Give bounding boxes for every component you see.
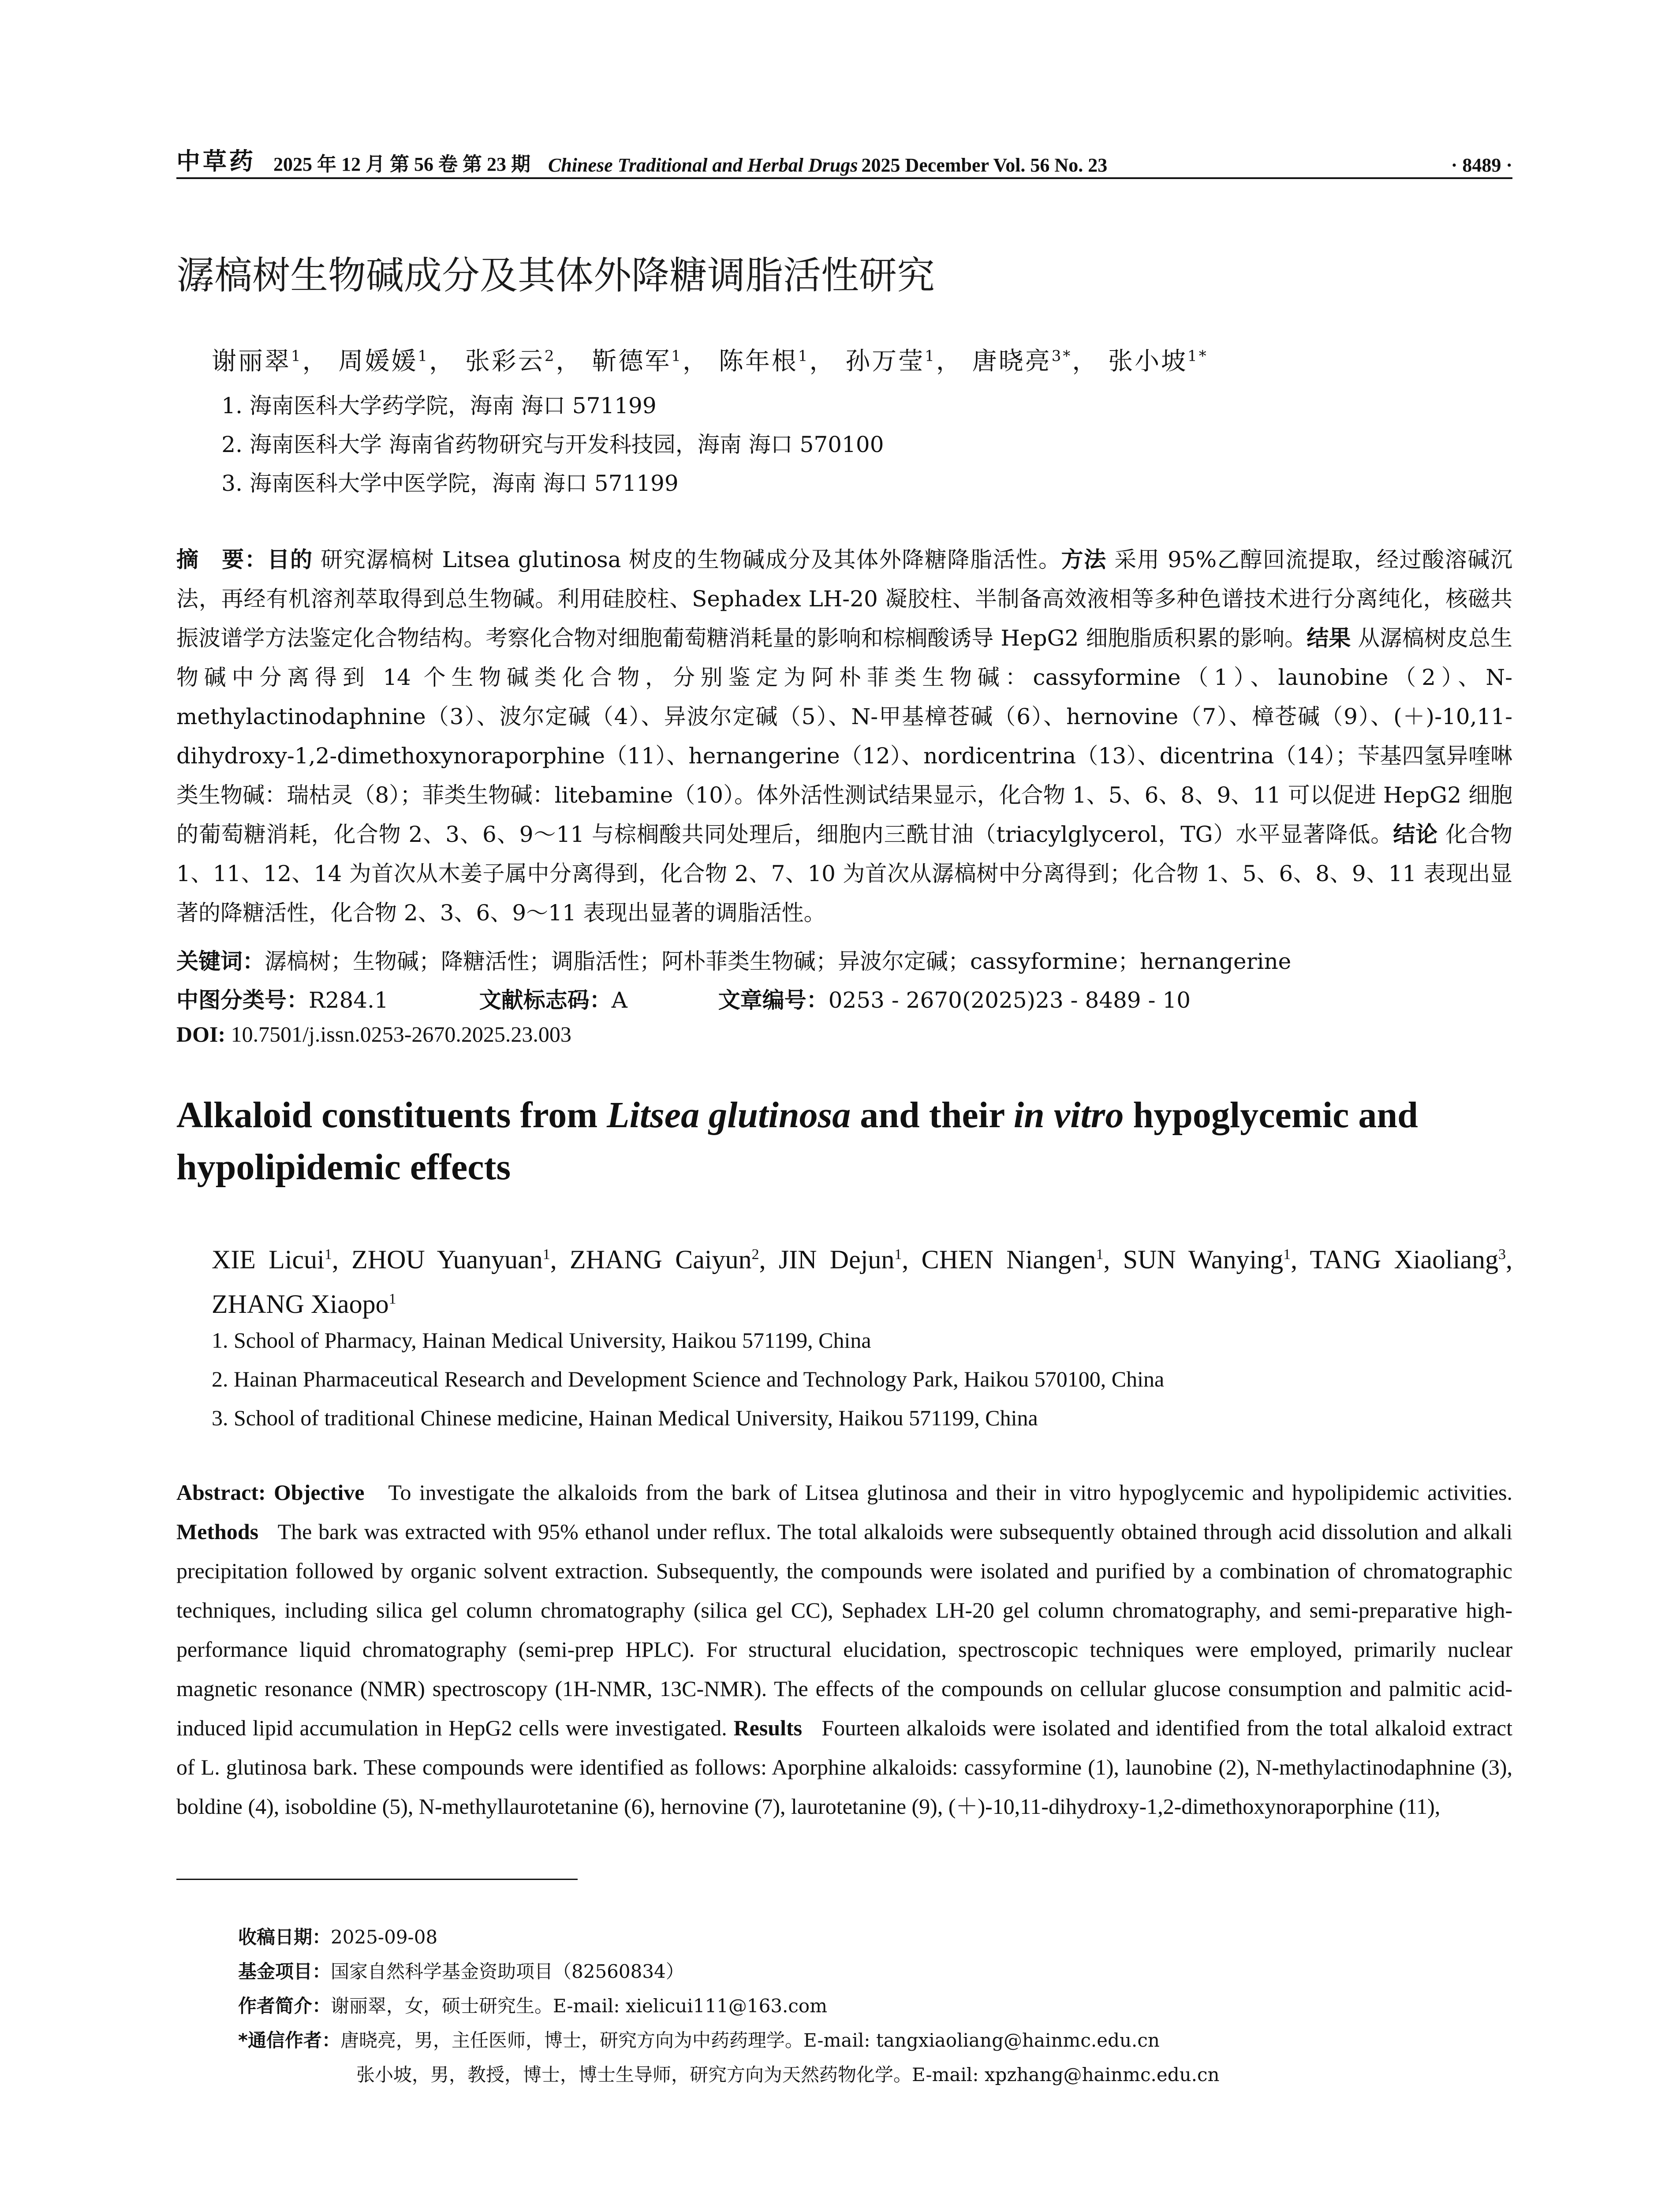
author: ZHOU Yuanyuan$^1$ [351, 1245, 550, 1274]
author: CHEN Niangen$^1$ [921, 1245, 1104, 1274]
cn-authors: 谢丽翠$^1$， 周媛媛$^1$， 张彩云$^2$， 靳德军$^1$， 陈年根$^1$， 孙万莹$^1$， 唐晓亮$^{3*}$， 张小坡$^{1*}$ [212, 347, 1208, 376]
author: JIN Dejun$^1$ [778, 1245, 902, 1274]
en-authors: XIE Licui$^1$, ZHOU Yuanyuan$^1$, ZHANG Caiyun$^2$, JIN Dejun$^1$, CHEN Niangen$^1$, SUN Wanying$^1$, TANG Xiaoliang$^3$, ZHANG Xiaopo$^1$ [212, 1245, 1513, 1319]
cn-affiliation: 3. 海南医科大学中医学院，海南 海口 571199 [221, 471, 679, 496]
author: 靳德军$^1$ [592, 347, 683, 376]
author: ZHANG Xiaopo$^1$ [212, 1289, 396, 1319]
author: 张小坡$^{1*}$ [1108, 347, 1208, 376]
cn-abstract: 摘 要：目的 研究潺槁树 Litsea glutinosa 树皮的生物碱成分及其体外降糖降脂活性。方法 采用 95%乙醇回流提取，经过酸溶碱沉法，再经有机溶剂萃取得到总生物碱。利用硅胶柱、Sephadex LH-20 凝胶柱、半制备高效液相等多种色谱技术进行分离纯化，核磁共振波谱学方法鉴定化合物结构。考察化合物对细胞葡萄糖消耗量的影响和棕榈酸诱导 HepG2 细胞脂质积累的影响。结果 从潺槁树皮总生物碱中分离得到 14 个生物碱类化合物，分别鉴定为阿朴菲类生物碱：cassyformine（1）、launobine（2）、N-methylactinodaphnine（3）、波尔定碱（4）、异波尔定碱（5）、N-甲基樟苍碱（6）、hernovine（7）、樟苍碱（9）、(＋)-10,11-dihydroxy-1,2-dimethoxynoraporphine（11）、hernangerine（12）、nordicentrina（13）、dicentrina（14）；苄基四氢异喹啉类生物碱：瑞枯灵（8）；菲类生物碱：litebamine（10）。体外活性测试结果显示，化合物 1、5、6、8、9、11 可以促进 HepG2 细胞的葡萄糖消耗，化合物 2、3、6、9～11 与棕榈酸共同处理后，细胞内三酰甘油（triacylglycerol，TG）水平显著降低。结论 化合物 1、11、12、14 为首次从木姜子属中分离得到，化合物 2、7、10 为首次从潺槁树中分离得到；化合物 1、5、6、8、9、11 表现出显著的降糖活性，化合物 2、3、6、9～11 表现出显著的调脂活性。 [176, 547, 1513, 926]
doi: DOI: 10.7501/j.issn.0253-2670.2025.23.003 [176, 1022, 571, 1046]
fund: 基金项目：国家自然科学基金资助项目（82560834） [238, 1961, 684, 1982]
journal-name: 中草药 [176, 148, 256, 175]
cn-affiliation: 2. 海南医科大学 海南省药物研究与开发科技园，海南 海口 570100 [221, 432, 884, 457]
cn-affiliation: 1. 海南医科大学药学院，海南 海口 571199 [221, 393, 657, 419]
en-title: Alkaloid constituents from Litsea glutinosa and their in vitro hypoglycemic and hypolipidemic effects [176, 1095, 1418, 1188]
cn-keywords: 关键词：潺槁树；生物碱；降糖活性；调脂活性；阿朴菲类生物碱；异波尔定碱；cassyformine；hernangerine [176, 949, 1292, 974]
author: TANG Xiaoliang$^3$ [1310, 1245, 1506, 1274]
received-date: 收稿日期：2025-09-08 [238, 1926, 438, 1948]
en-affiliation: 3. School of traditional Chinese medicine, Hainan Medical University, Haikou 571199, China [212, 1405, 1038, 1430]
author: ZHANG Caiyun$^2$ [570, 1245, 759, 1274]
en-abstract: Abstract: Objective To investigate the alkaloids from the bark of Litsea glutinosa and their in vitro hypoglycemic and hypolipidemic activities. Methods The bark was extracted with 95% ethanol under reflux. The total alkaloids were subsequently obtained through acid dissolution and alkali precipitation followed by organic solvent extraction. Subsequently, the compounds were isolated and purified by a combination of chromatographic techniques, including silica gel column chromatography (silica gel CC), Sephadex LH-20 gel column chromatography, and semi-preparative high-performance liquid chromatography (semi-prep HPLC). For structural elucidation, spectroscopic techniques were employed, primarily nuclear magnetic resonance (NMR) spectroscopy (1H-NMR, 13C-NMR). The effects of the compounds on cellular glucose consumption and palmitic acid-induced lipid accumulation in HepG2 cells were investigated. Results Fourteen alkaloids were isolated and identified from the total alkaloid extract of L. glutinosa bark. These compounds were identified as follows: Aporphine alkaloids: cassyformine (1), launobine (2), N-methylactinodaphnine (3), boldine (4), isoboldine (5), N-methyllaurotetanine (6), hernovine (7), laurotetanine (9), (＋)-10,11-dihydroxy-1,2-dimethoxynoraporphine (11), [176, 1480, 1513, 1819]
corresponding-author: *通信作者：唐晓亮，男，主任医师，博士，研究方向为中药药理学。E-mail: tangxiaoliang@hainmc.edu.cn [238, 2029, 1160, 2051]
issue-cn: 2025 年 12 月 第 56 卷 第 23 期 [273, 153, 530, 175]
author-bio: 作者简介：谢丽翠，女，硕士研究生。E-mail: xielicui111@163.com [238, 1995, 828, 2017]
author: 谢丽翠$^1$ [212, 347, 302, 376]
author: XIE Licui$^1$ [212, 1245, 332, 1274]
author: SUN Wanying$^1$ [1123, 1245, 1291, 1274]
author: 陈年根$^1$ [718, 347, 810, 376]
en-affiliation: 1. School of Pharmacy, Hainan Medical University, Haikou 571199, China [212, 1328, 871, 1353]
footnote-divider [176, 1879, 578, 1880]
cn-title: 潺槁树生物碱成分及其体外降糖调脂活性研究 [176, 254, 935, 298]
header-divider [176, 177, 1512, 179]
author: 张彩云$^2$ [465, 347, 556, 376]
cn-classification: 中图分类号：R284.1 文献标志码：A 文章编号：0253 - 2670(2025)23 - 8489 - 10 [176, 987, 1191, 1013]
corresponding-author: 张小坡，男，教授，博士，博士生导师，研究方向为天然药物化学。E-mail: xpzhang@hainmc.edu.cn [356, 2064, 1220, 2085]
issue-en: 2025 December Vol. 56 No. 23 [861, 154, 1108, 176]
author: 唐晓亮$^{3*}$ [972, 347, 1072, 376]
page-number: · 8489 · [1451, 154, 1512, 176]
author: 孙万莹$^1$ [845, 347, 936, 376]
journal-name-en: Chinese Traditional and Herbal Drugs [548, 154, 858, 176]
author: 周媛媛$^1$ [338, 347, 429, 376]
running-header [176, 146, 1512, 176]
en-affiliation: 2. Hainan Pharmaceutical Research and Development Science and Technology Park, Haikou 570100, China [212, 1367, 1165, 1391]
